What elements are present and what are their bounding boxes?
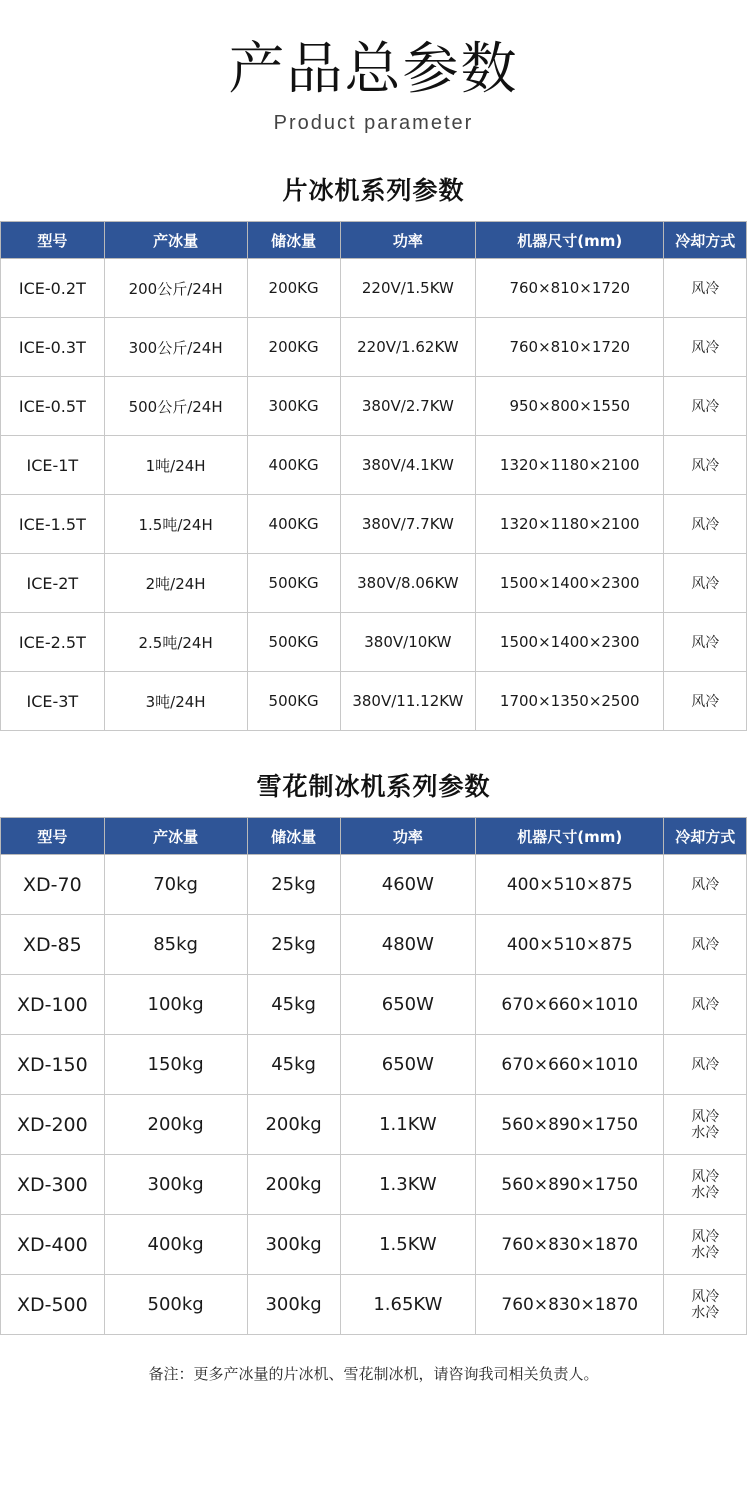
cell-cooling: 风冷 水冷	[664, 1155, 747, 1215]
cell-dimensions: 670×660×1010	[476, 975, 664, 1035]
cell-ice-output: 400kg	[104, 1215, 247, 1275]
cell-dimensions: 760×830×1870	[476, 1275, 664, 1335]
page-title: 产品总参数	[228, 37, 519, 102]
cell-power: 220V/1.62KW	[340, 318, 475, 377]
cell-dimensions: 400×510×875	[476, 915, 664, 975]
cell-power: 380V/4.1KW	[340, 436, 475, 495]
cell-ice-output: 1吨/24H	[104, 436, 247, 495]
cell-dimensions: 560×890×1750	[476, 1095, 664, 1155]
table-row	[1, 915, 747, 975]
table-row	[1, 975, 747, 1035]
cell-ice-output: 2.5吨/24H	[104, 613, 247, 672]
cell-model: ICE-0.2T	[1, 259, 105, 318]
cell-model: ICE-0.3T	[1, 318, 105, 377]
cell-dimensions: 1700×1350×2500	[476, 672, 664, 731]
table-row	[1, 259, 747, 318]
cell-dimensions: 760×810×1720	[476, 259, 664, 318]
cell-power: 380V/8.06KW	[340, 554, 475, 613]
cell-ice-output: 150kg	[104, 1035, 247, 1095]
table-row	[1, 1275, 747, 1335]
cell-model: XD-85	[1, 915, 105, 975]
cell-model: XD-70	[1, 855, 105, 915]
table-row	[1, 672, 747, 731]
column-header-cooling: 冷却方式	[664, 818, 747, 855]
cell-dimensions: 1500×1400×2300	[476, 554, 664, 613]
cell-dimensions: 760×810×1720	[476, 318, 664, 377]
cell-model: ICE-3T	[1, 672, 105, 731]
cell-ice-output: 300kg	[104, 1155, 247, 1215]
snow-ice-table-body	[1, 855, 747, 1335]
cell-ice-storage: 400KG	[247, 495, 340, 554]
table-row	[1, 1155, 747, 1215]
cell-model: ICE-1.5T	[1, 495, 105, 554]
cell-cooling: 风冷	[664, 915, 747, 975]
cell-cooling: 风冷	[664, 377, 747, 436]
cell-dimensions: 670×660×1010	[476, 1035, 664, 1095]
cell-power: 650W	[340, 1035, 475, 1095]
section-title-snow-ice: 雪花制冰机系列参数	[256, 772, 491, 802]
column-header-dimensions: 机器尺寸(mm)	[476, 818, 664, 855]
cell-cooling: 风冷	[664, 259, 747, 318]
table-row	[1, 436, 747, 495]
cell-ice-output: 200kg	[104, 1095, 247, 1155]
flake-ice-table-body	[1, 259, 747, 731]
table-row	[1, 1035, 747, 1095]
column-header-cooling: 冷却方式	[664, 222, 747, 259]
table-header-row	[1, 818, 747, 855]
cell-ice-output: 85kg	[104, 915, 247, 975]
cell-power: 1.3KW	[340, 1155, 475, 1215]
column-header-model: 型号	[1, 818, 105, 855]
cell-ice-output: 100kg	[104, 975, 247, 1035]
cell-ice-storage: 500KG	[247, 613, 340, 672]
cell-dimensions: 1500×1400×2300	[476, 613, 664, 672]
snow-ice-spec-table	[0, 817, 747, 1335]
cell-cooling: 风冷	[664, 1035, 747, 1095]
section-title-flake-ice: 片冰机系列参数	[282, 176, 465, 206]
column-header-ice-output: 产冰量	[104, 222, 247, 259]
cell-ice-storage: 45kg	[247, 975, 340, 1035]
cell-ice-output: 70kg	[104, 855, 247, 915]
cell-power: 1.1KW	[340, 1095, 475, 1155]
cell-ice-storage: 45kg	[247, 1035, 340, 1095]
table-row	[1, 1095, 747, 1155]
cell-cooling: 风冷	[664, 613, 747, 672]
cell-model: ICE-2.5T	[1, 613, 105, 672]
cell-ice-output: 500kg	[104, 1275, 247, 1335]
cell-model: XD-200	[1, 1095, 105, 1155]
cell-ice-output: 500公斤/24H	[104, 377, 247, 436]
cell-dimensions: 400×510×875	[476, 855, 664, 915]
cell-dimensions: 1320×1180×2100	[476, 495, 664, 554]
table-row	[1, 613, 747, 672]
cell-ice-storage: 500KG	[247, 672, 340, 731]
table-header-row	[1, 222, 747, 259]
cell-cooling: 风冷	[664, 672, 747, 731]
cell-ice-output: 300公斤/24H	[104, 318, 247, 377]
cell-ice-storage: 300kg	[247, 1275, 340, 1335]
cell-model: ICE-2T	[1, 554, 105, 613]
cell-power: 460W	[340, 855, 475, 915]
cell-cooling: 风冷	[664, 975, 747, 1035]
cell-ice-output: 200公斤/24H	[104, 259, 247, 318]
cell-cooling: 风冷	[664, 436, 747, 495]
column-header-dimensions: 机器尺寸(mm)	[476, 222, 664, 259]
cell-ice-output: 3吨/24H	[104, 672, 247, 731]
cell-dimensions: 950×800×1550	[476, 377, 664, 436]
cell-power: 1.65KW	[340, 1275, 475, 1335]
cell-cooling: 风冷 水冷	[664, 1095, 747, 1155]
cell-cooling: 风冷	[664, 495, 747, 554]
column-header-power: 功率	[340, 818, 475, 855]
table-row	[1, 495, 747, 554]
cell-ice-output: 2吨/24H	[104, 554, 247, 613]
cell-ice-storage: 400KG	[247, 436, 340, 495]
column-header-ice-storage: 储冰量	[247, 222, 340, 259]
cell-dimensions: 560×890×1750	[476, 1155, 664, 1215]
cell-ice-storage: 25kg	[247, 855, 340, 915]
cell-model: ICE-0.5T	[1, 377, 105, 436]
cell-model: ICE-1T	[1, 436, 105, 495]
cell-ice-storage: 200KG	[247, 318, 340, 377]
cell-ice-output: 1.5吨/24H	[104, 495, 247, 554]
cell-cooling: 风冷	[664, 318, 747, 377]
cell-power: 650W	[340, 975, 475, 1035]
column-header-ice-storage: 储冰量	[247, 818, 340, 855]
cell-cooling: 风冷	[664, 855, 747, 915]
cell-ice-storage: 500KG	[247, 554, 340, 613]
cell-ice-storage: 25kg	[247, 915, 340, 975]
column-header-power: 功率	[340, 222, 475, 259]
page-subtitle: Product parameter	[273, 112, 474, 135]
cell-power: 380V/2.7KW	[340, 377, 475, 436]
footer-note: 备注：更多产冰量的片冰机、雪花制冰机，请咨询我司相关负责人。	[148, 1365, 599, 1384]
cell-model: XD-500	[1, 1275, 105, 1335]
cell-ice-storage: 200KG	[247, 259, 340, 318]
table-row	[1, 855, 747, 915]
column-header-ice-output: 产冰量	[104, 818, 247, 855]
table-row	[1, 377, 747, 436]
cell-cooling: 风冷	[664, 554, 747, 613]
table-row	[1, 318, 747, 377]
table-row	[1, 1215, 747, 1275]
cell-power: 1.5KW	[340, 1215, 475, 1275]
cell-ice-storage: 300KG	[247, 377, 340, 436]
cell-power: 220V/1.5KW	[340, 259, 475, 318]
cell-dimensions: 1320×1180×2100	[476, 436, 664, 495]
cell-power: 380V/11.12KW	[340, 672, 475, 731]
cell-cooling: 风冷 水冷	[664, 1215, 747, 1275]
flake-ice-spec-table	[0, 221, 747, 731]
column-header-model: 型号	[1, 222, 105, 259]
table-row	[1, 554, 747, 613]
cell-ice-storage: 200kg	[247, 1095, 340, 1155]
cell-ice-storage: 300kg	[247, 1215, 340, 1275]
cell-power: 380V/7.7KW	[340, 495, 475, 554]
cell-model: XD-100	[1, 975, 105, 1035]
cell-power: 480W	[340, 915, 475, 975]
cell-model: XD-150	[1, 1035, 105, 1095]
cell-model: XD-300	[1, 1155, 105, 1215]
cell-model: XD-400	[1, 1215, 105, 1275]
cell-ice-storage: 200kg	[247, 1155, 340, 1215]
cell-cooling: 风冷 水冷	[664, 1275, 747, 1335]
cell-power: 380V/10KW	[340, 613, 475, 672]
cell-dimensions: 760×830×1870	[476, 1215, 664, 1275]
